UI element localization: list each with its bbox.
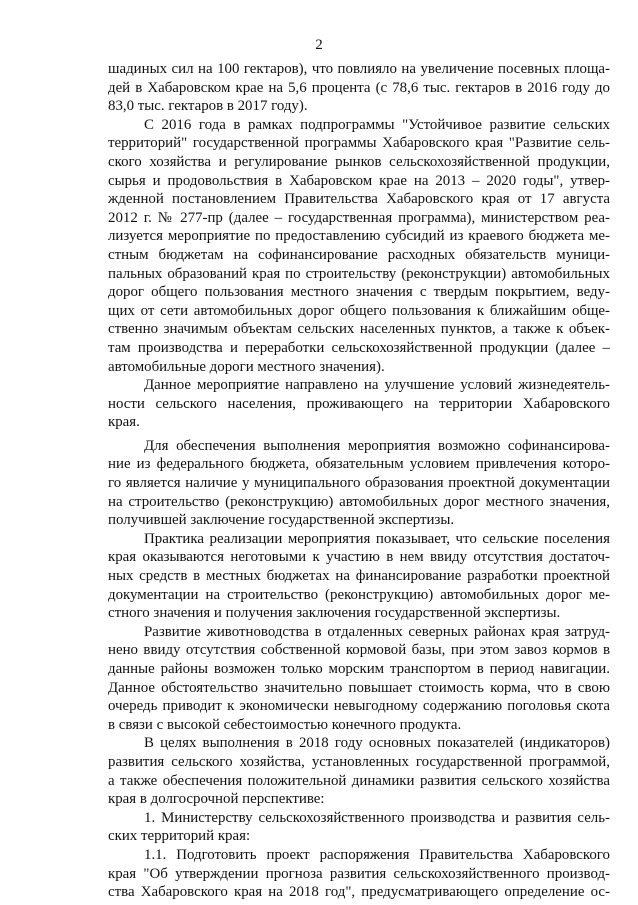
text-line: дей в Хабаровском крае на 5,6 процента (с 78,6 тыс. гектаров в 2016 году до [108, 79, 610, 96]
text-line: очередь приводит к экономически невыгодному содержанию поголовья скота [108, 698, 610, 715]
text-line: щих от сети автомобильных дорог общего пользования к ближайшим обще- [108, 302, 610, 319]
document-body [108, 60, 610, 902]
text-line: ского хозяйства и регулирование рынков сельскохозяйственной продукции, [108, 153, 610, 170]
text-line: дорог общего пользования местного значения с твердым покрытием, веду- [108, 284, 610, 301]
text-line: ских территорий края: [108, 828, 251, 845]
text-line: жденной постановлением Правительства Хабаровского края от 17 августа [108, 191, 610, 208]
text-line: стным бюджетам на софинансирование расходных обязательств муници- [108, 246, 610, 263]
text-line: Развитие животноводства в отдаленных северных районах края затруд- [144, 623, 610, 640]
text-line: Для обеспечения выполнения мероприятия возможно софинансирова- [144, 437, 610, 454]
text-line: Данное мероприятие направлено на улучшение условий жизнедеятель- [144, 377, 610, 394]
text-line: го является наличие у муниципального образования проектной документации [108, 475, 610, 492]
text-line: края. [108, 414, 140, 431]
text-line: территорий" государственной программы Хабаровского края "Развитие сель- [108, 135, 610, 152]
text-line: края оказываются неготовыми к участию в нем ввиду отсутствия достаточ- [108, 549, 610, 566]
text-line: пальных образований края по строительству (реконструкции) автомобильных [108, 265, 610, 282]
text-line: ных средств в местных бюджетах на финансирование разработки проектной [108, 568, 610, 585]
text-line: Данное обстоятельство значительно повышает стоимость корма, что в свою [108, 679, 610, 696]
text-line: получившей заключение государственной экспертизы. [108, 512, 455, 529]
text-line: Практика реализации мероприятия показывает, что сельские поселения [144, 530, 610, 547]
text-line: на строительство (реконструкцию) автомобильных дорог местного значения, [108, 493, 610, 510]
text-line: документации на строительство (реконструкцию) автомобильных дорог ме- [108, 586, 610, 603]
text-line: в связи с высокой себестоимостью конечного продукта. [108, 716, 462, 733]
text-line: С 2016 года в рамках подпрограммы "Устойчивое развитие сельских [144, 116, 610, 133]
text-line: края "Об утверждении прогноза развития сельскохозяйственного производ- [108, 865, 610, 882]
text-line: развития сельского хозяйства, установленных государственной программой, [108, 753, 610, 770]
text-line: 2012 г. № 277-пр (далее – государственная программа), министерством реа- [108, 209, 610, 226]
text-line: нено ввиду отсутствия собственной кормовой базы, при этом завоз кормов в [108, 642, 610, 659]
text-line: ние из федерального бюджета, обязательным условием привлечения которо- [108, 456, 610, 473]
text-line: там производства и переработки сельскохозяйственной продукции (далее – [108, 339, 610, 356]
text-line: края в долгосрочной перспективе: [108, 791, 325, 808]
text-line: ности сельского населения, проживающего на территории Хабаровского [108, 395, 610, 412]
text-line: стного значения и получения заключения государственной экспертизы. [108, 605, 561, 622]
text-line: 83,0 тыс. гектаров в 2017 году). [108, 98, 308, 115]
text-line: автомобильные дороги местного значения). [108, 358, 385, 375]
text-line: 1.1. Подготовить проект распоряжения Правительства Хабаровского [144, 846, 610, 863]
text-line: ства Хабаровского края на 2018 год", предусматривающего определение ос- [108, 884, 610, 901]
page-number: 2 [315, 37, 323, 53]
text-line: данные районы возможен только морским транспортом в период навигации. [108, 661, 610, 677]
text-line: шадиных сил на 100 гектаров), что повлияло на увеличение посевных площа- [108, 61, 610, 77]
text-line: В целях выполнения в 2018 году основных показателей (индикаторов) [144, 735, 610, 752]
text-line: 1. Министерству сельскохозяйственного производства и развития сель- [144, 809, 610, 826]
text-line: ственно значимым объектам сельских населенных пунктов, а также к объек- [108, 321, 610, 338]
text-line: а также обеспечения положительной динамики развития сельского хозяйства [108, 772, 610, 789]
text-line: лизуется мероприятие по предоставлению субсидий из краевого бюджета ме- [108, 228, 610, 245]
text-line: сырья и продовольствия в Хабаровском крае на 2013 – 2020 годы", утвер- [108, 172, 610, 189]
